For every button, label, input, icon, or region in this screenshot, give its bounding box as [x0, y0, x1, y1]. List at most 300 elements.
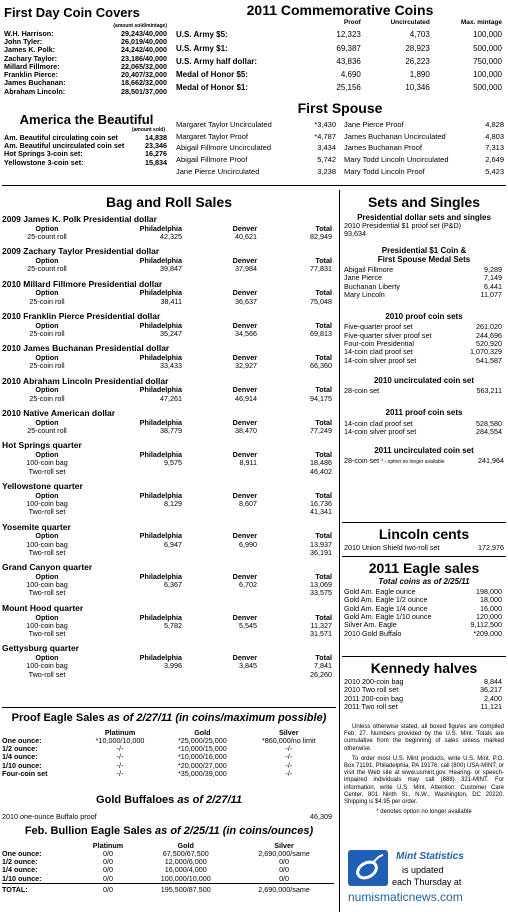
lc-section — [344, 527, 504, 552]
row-label: Gold Am. Eagle ounce — [344, 587, 416, 597]
table-row — [344, 387, 502, 395]
bag-table — [2, 614, 332, 639]
column-header: Platinum — [92, 840, 124, 850]
column-header: Philadelphia — [139, 353, 182, 363]
column-header: Philadelphia — [139, 320, 182, 330]
row-value — [182, 589, 257, 597]
ss-fsm-title-1: Presidential $1 Coin & — [381, 245, 467, 255]
eagle-table — [344, 588, 502, 638]
row-label: 2010 Two roll set — [344, 685, 399, 695]
row-value: 4,828 — [485, 120, 504, 129]
row-label: Mary Todd Lincoln Uncirculated — [344, 154, 449, 164]
row-label: Am. Beautiful uncirculated coin set — [4, 141, 125, 151]
column-header: Option — [35, 417, 59, 427]
row-label: 25-count roll — [27, 426, 67, 436]
column-header: Option — [35, 450, 59, 460]
table-row — [344, 703, 502, 711]
column-header: Philadelphia — [139, 256, 182, 266]
bag-section-title: 2009 Zachary Taylor Presidential dollar — [2, 246, 160, 257]
row-value: -/- — [285, 744, 293, 754]
row-value: 284,554 — [476, 426, 502, 436]
row-value — [182, 508, 257, 516]
row-value: 12,000/6,000 — [164, 857, 207, 867]
bag-section-title: 2010 Abraham Lincoln Presidential dollar — [2, 375, 169, 386]
mouse-icon — [348, 850, 388, 886]
column-header: Philadelphia — [139, 612, 182, 622]
row-label: Abraham Lincoln: — [4, 86, 66, 96]
comm-title: 2011 Commemorative Coins — [246, 2, 434, 18]
row-value: 7,841 — [314, 661, 332, 671]
row-label: John Tyler: — [4, 37, 43, 47]
column-header: Total — [315, 288, 332, 298]
row-value: 82,949 — [310, 232, 332, 242]
ss-fsm-title — [344, 246, 504, 264]
column-divider — [339, 190, 340, 912]
table-row — [344, 168, 504, 180]
divider — [342, 556, 506, 557]
table-row — [2, 468, 332, 476]
row-label: 2010 200-coin bag — [344, 677, 404, 686]
table-row — [2, 427, 332, 435]
column-header: Philadelphia — [139, 223, 182, 233]
row-value — [92, 468, 182, 476]
row-value: 24,242/40,000 — [121, 45, 167, 55]
column-header: Total — [315, 320, 332, 330]
row-label: Gold Am. Eagle 1/2 ounce — [344, 595, 428, 605]
row-value: 7,149 — [484, 273, 502, 283]
row-label: James Buchanan Uncirculated — [344, 131, 446, 141]
row-value: 2,649 — [485, 154, 504, 164]
row-value: 100,000 — [473, 30, 502, 40]
column-header: Philadelphia — [139, 288, 182, 298]
column-header: Option — [35, 571, 59, 581]
row-value: 0/0 — [279, 873, 290, 883]
row-value: *10,000/15,000 — [178, 744, 227, 754]
bag-body — [2, 215, 336, 679]
row-label: 100-coin bag — [26, 580, 68, 590]
row-label: 1/4 ounce: — [2, 752, 38, 762]
column-header: Total — [315, 490, 332, 500]
row-value: 47,261 — [160, 393, 182, 403]
column-header: Total — [315, 385, 332, 395]
table-row — [176, 40, 502, 53]
row-value: 9,112,500 — [470, 620, 502, 630]
column-header: Denver — [232, 288, 257, 298]
row-value: 3,996 — [164, 661, 182, 671]
row-label: Five-quarter silver proof set — [344, 330, 432, 340]
row-value: 5,423 — [485, 166, 504, 176]
bag-table — [2, 322, 332, 339]
row-label: Four-coin Presidential — [344, 339, 414, 348]
row-value: 4,690 — [340, 70, 361, 80]
column-header: Denver — [232, 385, 257, 395]
row-label: 100-coin bag — [26, 458, 68, 468]
row-value: 33,575 — [310, 588, 332, 598]
column-header: Denver — [232, 490, 257, 500]
row-label: U.S. Army $1: — [176, 43, 228, 53]
row-value: 41,341 — [310, 507, 332, 517]
row-value: 6,702 — [239, 580, 257, 590]
row-value: 42,325 — [160, 232, 182, 242]
divider — [342, 656, 506, 657]
row-value: -/- — [116, 760, 124, 770]
column-header: Philadelphia — [139, 385, 182, 395]
row-label: Mary Lincoln — [344, 289, 385, 299]
bag-table — [2, 573, 332, 598]
row-value: -/- — [285, 760, 293, 770]
row-value: 2,690,000/same — [258, 848, 310, 858]
column-header: Option — [35, 612, 59, 622]
bag-section-title: Hot Springs quarter — [2, 440, 82, 451]
row-label: One ounce: — [2, 735, 42, 745]
atb-section — [4, 113, 169, 167]
row-label: Silver Am. Eagle — [344, 620, 397, 630]
row-value: 500,000 — [473, 43, 502, 53]
ss-pres-line: 2010 Presidential $1 proof set (P&D) — [344, 221, 462, 231]
fs-right-table — [344, 121, 504, 179]
table-row — [2, 395, 332, 403]
bag-section — [2, 195, 336, 679]
bag-table — [2, 532, 332, 557]
row-value: 16,276 — [145, 149, 167, 159]
row-value: 38,411 — [160, 296, 182, 306]
promo-line-3: each Thursday at — [392, 877, 462, 887]
row-label: 100-coin bag — [26, 498, 68, 508]
row-value: 33,433 — [160, 361, 182, 371]
bag-section-title: Yellowstone quarter — [2, 480, 83, 491]
promo-line-4[interactable]: numismaticnews.com — [348, 890, 463, 904]
row-value: 31,571 — [310, 629, 332, 639]
pe-section — [2, 712, 336, 778]
row-value — [92, 671, 182, 679]
column-header: Denver — [232, 320, 257, 330]
column-header: Option — [35, 320, 59, 330]
row-value: 38,470 — [235, 426, 257, 436]
ss-title: Sets and Singles — [367, 194, 481, 210]
row-label: Abigail Fillmore Proof — [176, 154, 248, 164]
row-value: 6,441 — [484, 281, 502, 291]
table-row — [2, 745, 334, 753]
row-value: 14,838 — [145, 132, 167, 142]
bag-section-title: 2010 James Buchanan Presidential dollar — [2, 343, 170, 354]
table-row — [344, 357, 502, 365]
row-value: 13,937 — [310, 539, 332, 549]
row-label: 14-coin silver proof set — [344, 426, 417, 436]
column-header: Total — [315, 571, 332, 581]
row-label: Five-quarter proof set — [344, 322, 413, 332]
row-value: 2,400 — [484, 693, 502, 703]
row-label: James Buchanan: — [4, 78, 66, 88]
notes-p2: To order most U.S. Mint products, write U.S. Mint, P.O. Box 71191, Philadelphia, PA 19176; call (800) USA-MINT; or visit the Web site at www.usmint.gov. Hearing- or speech-impaired individuals may call (888) 321-MINT. For information, write U.S. Mint, Attention: Customer Care Center, 801 Ninth St., N.W., Washington, DC 20220. Shipping is $4.95 per order. — [344, 755, 504, 805]
ss-fsm-title-2: First Spouse Medal Sets — [377, 254, 471, 264]
row-value: 15,834 — [145, 157, 167, 167]
ss-u10-table — [344, 387, 502, 395]
column-header: Denver — [232, 450, 257, 460]
ss-pres-title: Presidential dollar sets and singles — [357, 213, 491, 222]
table-row — [2, 330, 332, 338]
table-row — [2, 770, 334, 778]
row-value: 3,238 — [317, 166, 336, 176]
row-value: 39,847 — [160, 264, 182, 274]
total-value: 0/0 — [79, 884, 138, 895]
fdc-header: (amount sold/mintage) — [113, 23, 167, 29]
row-value: 5,782 — [164, 620, 182, 630]
row-value: 100,000 — [473, 70, 502, 80]
row-value: 77,831 — [310, 264, 332, 274]
table-row — [2, 298, 332, 306]
row-label: 14-coin silver proof set — [344, 355, 417, 365]
row-value: 9,575 — [164, 458, 182, 468]
fbe-title-note: as of 2/25/11 (in coins/ounces) — [151, 825, 314, 837]
column-header: Gold — [194, 727, 211, 737]
row-label: Four-coin set — [2, 769, 48, 779]
row-value: 500,000 — [473, 83, 502, 93]
table-row — [2, 671, 332, 679]
column-header: Silver — [278, 727, 299, 737]
row-value: 35,247 — [160, 329, 182, 339]
notes-p3: * denotes option no longer available — [376, 809, 472, 816]
row-label: Two-roll set — [28, 588, 66, 598]
column-header: Total — [315, 450, 332, 460]
row-label: 1/10 ounce: — [2, 760, 42, 770]
row-value: 0/0 — [279, 865, 290, 875]
column-header: Total — [315, 653, 332, 663]
row-label: 100-coin bag — [26, 539, 68, 549]
row-label: Jane Pierce — [344, 273, 382, 283]
bag-table — [2, 354, 332, 371]
table-row — [176, 156, 336, 168]
row-value: 20,407/32,000 — [121, 70, 167, 80]
row-label: Two-roll set — [28, 466, 66, 476]
row-label: Two-roll set — [28, 547, 66, 557]
column-header: Philadelphia — [139, 490, 182, 500]
row-label: U.S. Army half dollar: — [176, 56, 258, 66]
row-value: 43,836 — [336, 56, 361, 66]
table-row — [2, 549, 332, 557]
kh-table — [344, 678, 502, 711]
row-value: 5,545 — [239, 620, 257, 630]
fs-section — [176, 101, 504, 179]
column-header: Philadelphia — [139, 653, 182, 663]
row-value: 11,077 — [480, 289, 502, 299]
row-value: 244,696 — [476, 330, 502, 340]
column-header: Total — [315, 531, 332, 541]
column-header: Total — [315, 223, 332, 233]
bag-table — [2, 257, 332, 274]
bag-section-title: 2009 James K. Polk Presidential dollar — [2, 214, 157, 224]
column-header: Max. mintage — [460, 19, 502, 26]
table-row — [2, 362, 332, 370]
row-value: 8,911 — [239, 458, 257, 468]
eagle-section — [344, 561, 504, 638]
row-value: *209,000 — [473, 628, 502, 638]
table-row — [344, 156, 504, 168]
total-label: TOTAL: — [2, 884, 79, 895]
bag-section-title: Gettysburg quarter — [2, 643, 79, 654]
row-value: 67,500/67,500 — [162, 848, 209, 858]
table-row — [2, 233, 332, 241]
gb-section — [2, 794, 336, 821]
fs-title: First Spouse — [297, 100, 383, 116]
row-value: 38,779 — [160, 426, 182, 436]
eagle-title: 2011 Eagle sales — [368, 560, 480, 576]
comm-section — [176, 3, 504, 92]
row-value — [92, 549, 182, 557]
row-label: Medal of Honor $1: — [176, 83, 249, 93]
row-value: *25,000/25,000 — [178, 735, 227, 745]
row-label: One ounce: — [2, 848, 42, 858]
lc-value: 172,976 — [478, 543, 504, 552]
row-value: 69,813 — [310, 329, 332, 339]
row-value: 528,580 — [476, 418, 502, 428]
row-value: 1,070,329 — [470, 347, 502, 357]
promo-line-2: is updated — [402, 865, 444, 875]
bag-section-title: 2010 Millard Fillmore Presidential dollar — [2, 278, 163, 289]
column-header: Philadelphia — [139, 450, 182, 460]
row-value: 541,587 — [476, 355, 502, 365]
column-header: Option — [35, 288, 59, 298]
table-row — [4, 88, 167, 96]
ss-u11-note: * - option no longer available — [381, 458, 445, 465]
row-value: 25,156 — [336, 83, 361, 93]
row-value: 520,920 — [476, 339, 502, 348]
row-value: 261,020 — [476, 322, 502, 332]
bag-title: Bag and Roll Sales — [105, 194, 233, 210]
row-label: Yellowstone 3-coin set: — [4, 157, 84, 167]
table-row — [344, 428, 502, 436]
row-value: 32,927 — [235, 361, 257, 371]
row-value: 11,327 — [310, 620, 332, 630]
gb-label: 2010 one-ounce Buffalo proof — [2, 811, 97, 821]
table-row — [176, 79, 502, 92]
row-value: 16,000/4,000 — [164, 865, 207, 875]
column-header: Total — [315, 256, 332, 266]
notes-p1: Unless otherwise stated, all boxed figures are compiled Feb. 27. Numbers provided by the U.S. Mint. Totals are cumulative from the beginning of sales unless marked otherwise. — [344, 724, 504, 752]
row-label: 28-coin set — [344, 386, 380, 396]
bag-section-title: 2010 Franklin Pierce Presidential dollar — [2, 310, 161, 321]
ss-p11-title: 2011 proof coin sets — [385, 408, 463, 418]
ss-u10-title: 2010 uncirculated coin set — [373, 375, 475, 385]
column-header: Option — [35, 223, 59, 233]
lc-title: Lincoln cents — [378, 526, 470, 542]
row-value: 4,803 — [485, 131, 504, 141]
bag-section-title: Grand Canyon quarter — [2, 562, 93, 573]
row-label: U.S. Army $5: — [176, 30, 228, 40]
row-label: James K. Polk: — [4, 45, 56, 55]
bag-table — [2, 451, 332, 476]
row-label: Mary Todd Lincoln Proof — [344, 166, 425, 176]
row-value: 29,243/40,000 — [121, 28, 167, 38]
column-header: Option — [35, 531, 59, 541]
bag-table — [2, 419, 332, 436]
row-value: 6,367 — [164, 580, 182, 590]
column-header: Philadelphia — [139, 571, 182, 581]
row-value: 77,249 — [310, 426, 332, 436]
table-row — [176, 53, 502, 66]
lc-label: 2010 Union Shield two-roll set — [344, 543, 440, 552]
row-value: *10,000/16,000 — [178, 752, 227, 762]
row-label: 2011 Two roll set — [344, 701, 398, 711]
row-value: 750,000 — [473, 56, 502, 66]
row-label: 25-coin roll — [29, 361, 65, 371]
row-label: 25-coin roll — [29, 393, 65, 403]
row-value: 36,217 — [480, 685, 502, 695]
row-value: 16,736 — [310, 498, 332, 508]
table-row — [2, 265, 332, 273]
promo-section — [344, 848, 504, 912]
pe-title-note: as of 2/27/11 (in coins/maximum possible) — [104, 712, 327, 724]
column-header: Philadelphia — [139, 417, 182, 427]
table-row — [2, 762, 334, 770]
row-label: Gold Am. Eagle 1/10 ounce — [344, 612, 432, 622]
fdc-title: First Day Coin Covers — [4, 5, 140, 20]
table-row — [344, 630, 502, 638]
gb-title-note: as of 2/27/11 — [174, 794, 242, 806]
row-label: Two-roll set — [28, 507, 66, 517]
row-value: 66,360 — [310, 361, 332, 371]
row-value: 1,890 — [409, 70, 430, 80]
row-value: 9,289 — [484, 265, 502, 275]
pe-table — [2, 729, 334, 779]
ss-p11-table — [344, 420, 502, 437]
row-value: 18,486 — [310, 458, 332, 468]
table-row — [176, 121, 336, 133]
table-row — [2, 508, 332, 516]
row-value: *860,000/no limit — [262, 735, 316, 745]
row-label: Hot Springs 3-coin set: — [4, 149, 83, 159]
row-label: 25-count roll — [27, 264, 67, 274]
row-value: -/- — [285, 752, 293, 762]
column-header: Uncirculated — [390, 19, 430, 26]
table-row — [344, 291, 502, 299]
row-value: 6,947 — [164, 539, 182, 549]
row-value: 100,000/10,000 — [160, 873, 211, 883]
row-value: *3,430 — [314, 120, 336, 129]
divider — [2, 185, 506, 186]
column-header: Denver — [232, 612, 257, 622]
row-value: 94,175 — [310, 393, 332, 403]
row-value — [92, 508, 182, 516]
table-row — [344, 121, 504, 133]
column-header: Denver — [232, 417, 257, 427]
column-header: Denver — [232, 353, 257, 363]
row-value: 8,129 — [164, 498, 182, 508]
row-label: Margaret Taylor Uncirculated — [176, 120, 272, 129]
fs-left-table — [176, 121, 336, 179]
row-value: 18,662/32,000 — [121, 78, 167, 88]
table-header — [176, 19, 502, 26]
table-row — [2, 630, 332, 638]
row-label: Abigail Fillmore — [344, 265, 394, 275]
row-value: 4,703 — [409, 30, 430, 40]
row-value: 18,000 — [480, 595, 502, 605]
row-value: 6,990 — [239, 539, 257, 549]
row-label: 100-coin bag — [26, 620, 68, 630]
row-value: 11,121 — [480, 701, 502, 711]
bag-table — [2, 225, 332, 242]
row-value: -/- — [116, 744, 124, 754]
gb-value: 46,309 — [310, 811, 332, 821]
row-label: Millard Fillmore: — [4, 61, 60, 71]
table-row — [176, 168, 336, 180]
row-label: Am. Beautiful circulating coin set — [4, 132, 118, 142]
bag-table — [2, 289, 332, 306]
row-value: -/- — [285, 769, 293, 779]
column-header: Proof — [343, 19, 361, 26]
row-value: 198,000 — [476, 587, 502, 597]
row-label: Jane Pierce Proof — [344, 120, 404, 129]
row-value: 8,844 — [484, 677, 502, 686]
